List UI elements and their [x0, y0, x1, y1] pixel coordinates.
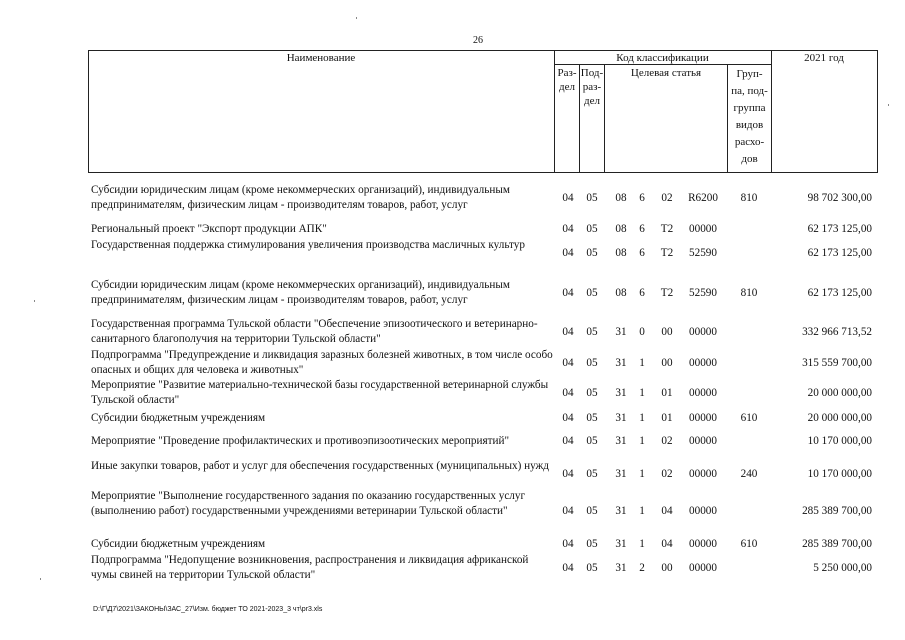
- header-name: Наименование: [286, 52, 356, 64]
- scan-speck: [888, 104, 889, 106]
- scan-speck: [356, 17, 357, 19]
- header-code-classification: Код классификации: [616, 52, 709, 64]
- header-razdel: Раз- дел: [557, 67, 577, 93]
- header-group: Груп- па, под- группа видов расхо- дов: [731, 68, 768, 165]
- header-podrazdel: Под- раз- дел: [580, 67, 604, 107]
- header-year: 2021 год: [804, 52, 844, 64]
- footer-file-path: D:\Г\Д7\2021\ЗАКОНЫ\ЗАС_27\Изм. бюджет ТО 2021-2023_3 чт\pr3.xls: [93, 606, 323, 613]
- scan-speck: [34, 300, 35, 302]
- header-target-article: Целевая статья: [630, 67, 702, 79]
- page-number: 26: [473, 35, 483, 46]
- scan-speck: [40, 578, 41, 580]
